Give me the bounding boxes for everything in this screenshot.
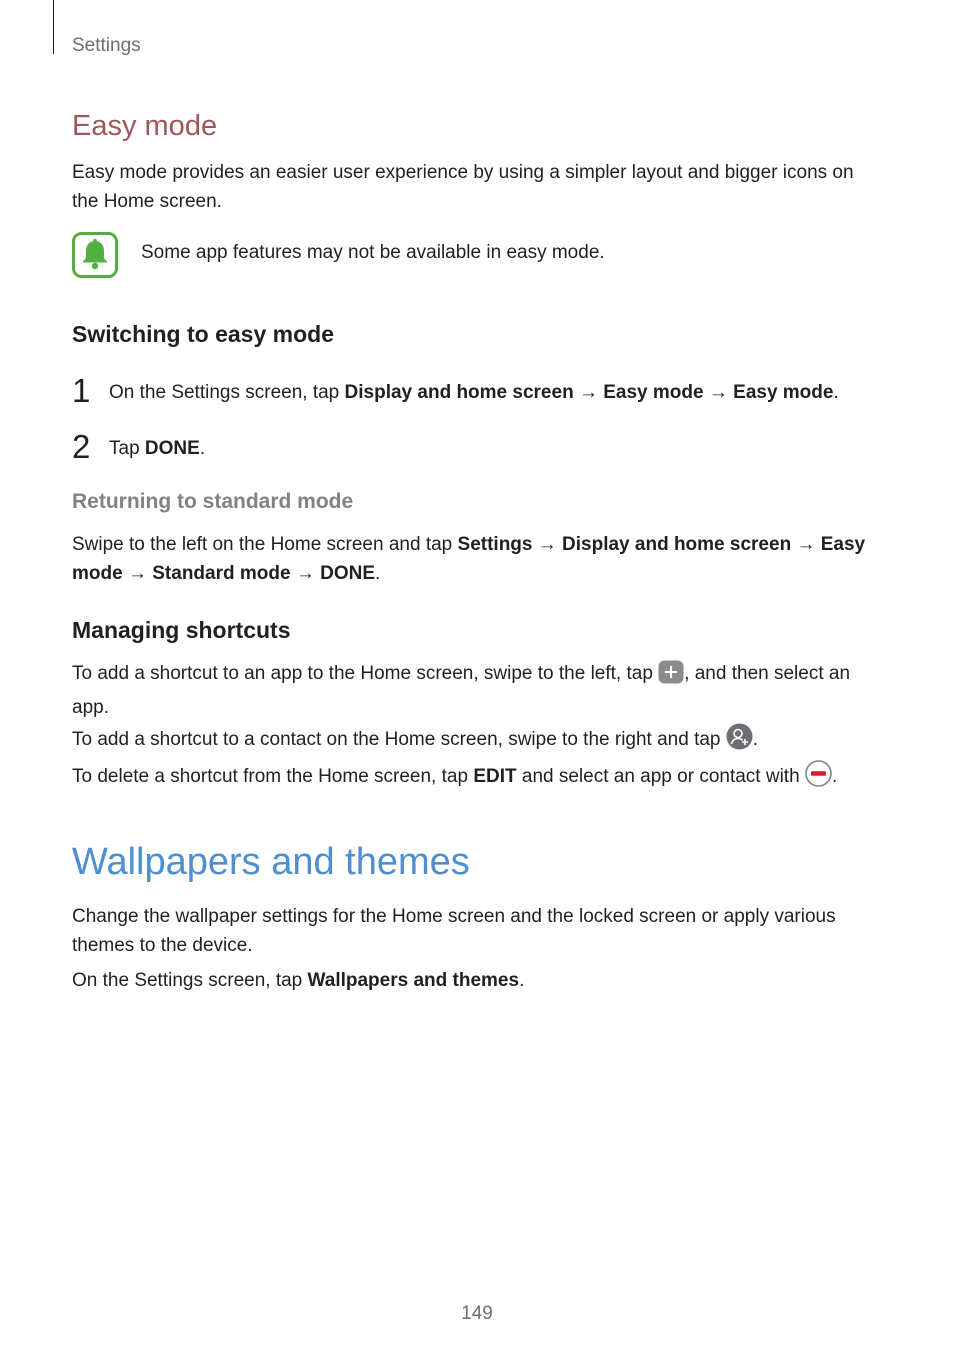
text-part: To delete a shortcut from the Home screen, tap: [72, 766, 474, 787]
switching-heading: Switching to easy mode: [72, 321, 334, 347]
ui-term: Display and home screen: [562, 534, 792, 555]
arrow: →: [573, 382, 604, 403]
shortcut-contact-paragraph: [72, 723, 882, 759]
step-text-part: .: [199, 438, 206, 459]
arrow: →: [703, 382, 734, 403]
text-part: On the Settings screen, tap: [72, 970, 308, 991]
managing-shortcuts-heading: Managing shortcuts: [72, 617, 291, 643]
ui-term: DONE: [320, 563, 376, 584]
text-part: , and then select an app.: [72, 663, 851, 718]
arrow: →: [791, 534, 821, 555]
wallpapers-intro: Change the wallpaper settings for the Home screen and the locked screen or apply various themes to the device.: [72, 906, 836, 956]
step-text: [109, 438, 205, 460]
text-part: .: [831, 766, 838, 787]
header-rule: [53, 0, 54, 54]
text-part: .: [375, 563, 381, 584]
wallpapers-instruction: [72, 966, 882, 995]
text-part: To add a shortcut to an app to the Home screen, swipe to the left, tap: [72, 663, 659, 684]
note-bell-icon: [72, 232, 118, 278]
shortcut-delete-paragraph: [72, 760, 882, 796]
remove-minus-icon: [805, 760, 832, 796]
ui-term: EDIT: [473, 766, 517, 787]
wallpapers-title: Wallpapers and themes: [72, 841, 470, 883]
returning-paragraph: [72, 530, 882, 588]
running-header: Settings: [72, 35, 141, 56]
step-number: 2: [72, 428, 91, 465]
add-plus-icon: [658, 660, 684, 693]
ui-term: Easy mode: [733, 382, 834, 403]
easy-mode-title: Easy mode: [72, 110, 218, 142]
step-text: [109, 382, 839, 404]
ui-term: Settings: [457, 534, 533, 555]
arrow: →: [290, 563, 321, 584]
step-text-part: Tap: [109, 438, 145, 459]
text-part: To add a shortcut to a contact on the Home screen, swipe to the right and tap: [72, 729, 726, 750]
arrow: →: [532, 534, 563, 555]
step-text-part: .: [833, 382, 839, 403]
arrow: →: [122, 563, 153, 584]
text-part: and select an app or contact with: [516, 766, 805, 787]
step-number: 1: [72, 372, 91, 409]
ui-term: Wallpapers and themes: [307, 970, 520, 991]
ui-term: DONE: [144, 438, 200, 459]
text-part: Swipe to the left on the Home screen and tap: [72, 534, 458, 555]
step-text-part: On the Settings screen, tap: [109, 382, 345, 403]
easy-mode-intro: Easy mode provides an easier user experience by using a simpler layout and bigger icons on the Home screen.: [72, 162, 854, 212]
ui-term: Standard mode: [152, 563, 291, 584]
note-text: Some app features may not be available in easy mode.: [141, 242, 605, 263]
page-number: 149: [461, 1303, 493, 1324]
ui-term: Easy mode: [72, 534, 866, 584]
add-contact-icon: [726, 723, 753, 759]
ui-term: Easy mode: [603, 382, 704, 403]
returning-heading: Returning to standard mode: [72, 490, 354, 513]
text-part: .: [519, 970, 525, 991]
shortcut-app-paragraph: [72, 659, 882, 722]
ui-term: Display and home screen: [344, 382, 574, 403]
text-part: .: [752, 729, 759, 750]
